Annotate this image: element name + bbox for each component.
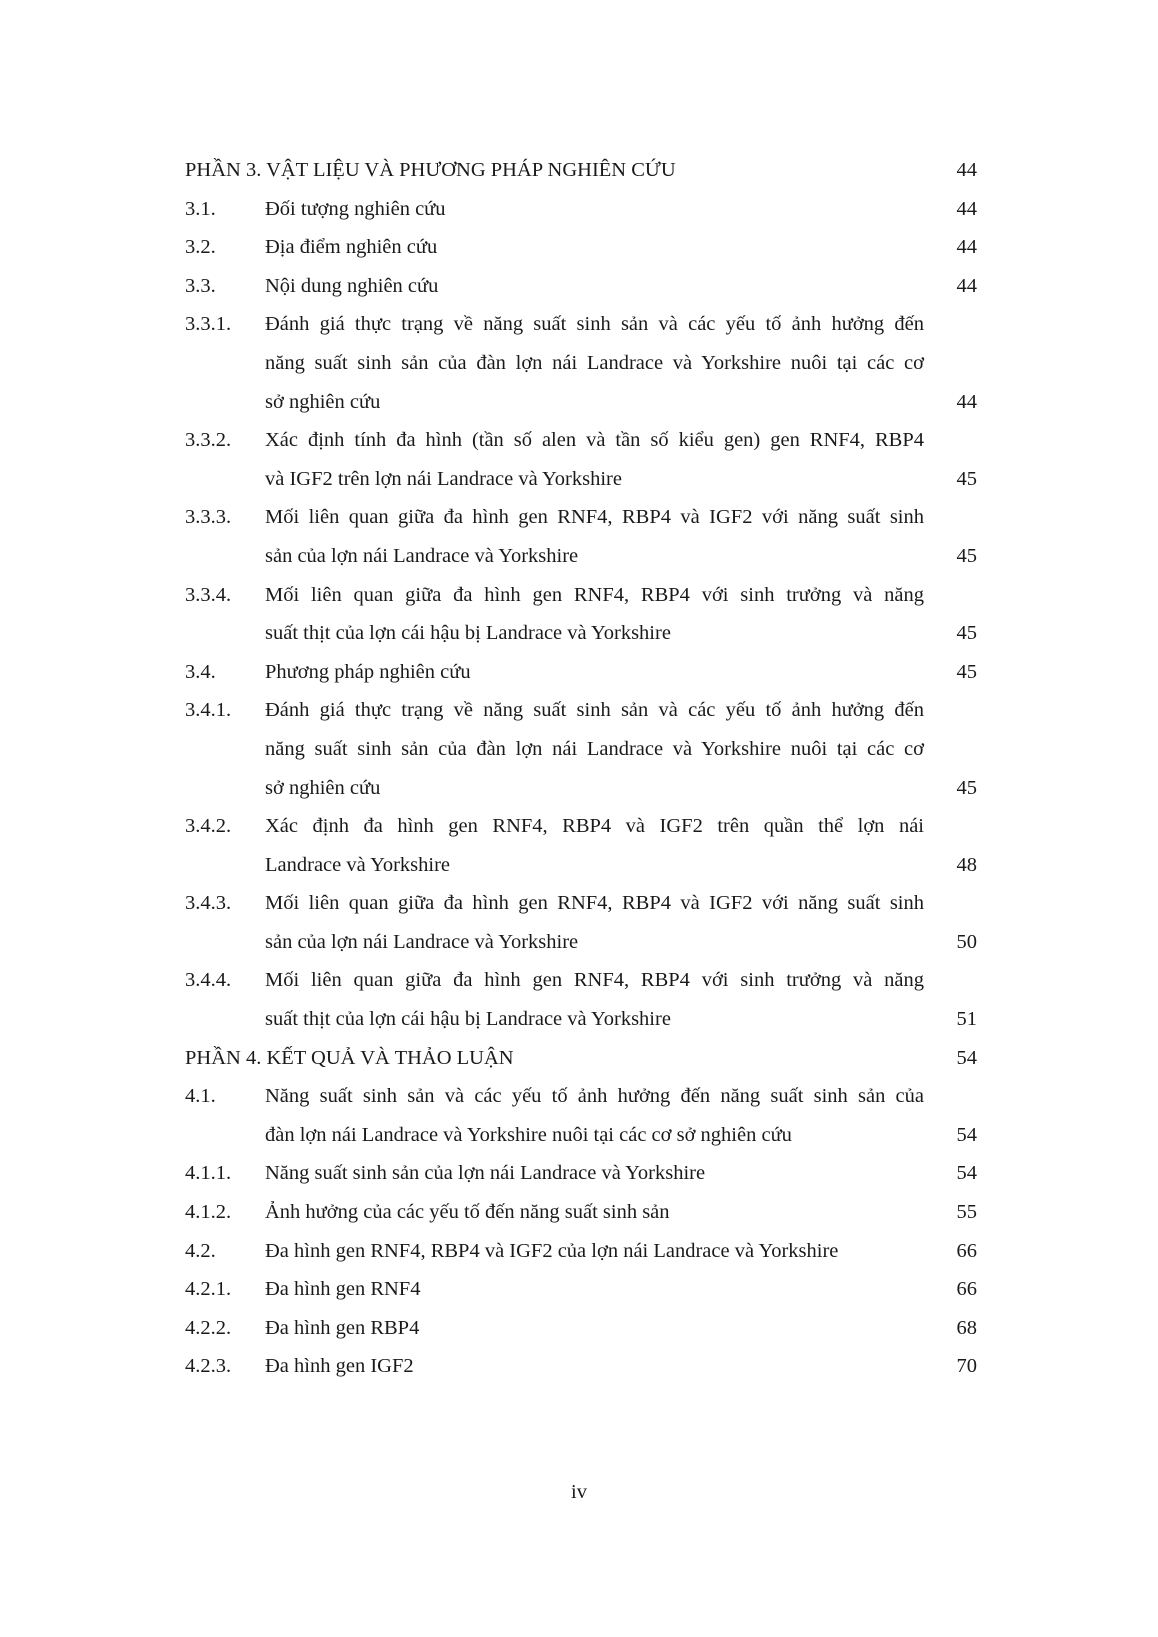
toc-entry-title-line: sở nghiên cứu <box>265 776 381 799</box>
toc-entry-number: 3.4. <box>185 660 216 683</box>
toc-entry-title-line: Đa hình gen RNF4, RBP4 và IGF2 của lợn nái Landrace và Yorkshire <box>265 1239 839 1262</box>
toc-entry-title-line: suất thịt của lợn cái hậu bị Landrace và Yorkshire <box>265 1008 671 1031</box>
toc-entry[interactable] <box>185 228 977 267</box>
toc-entry-number: 4.2.1. <box>185 1278 232 1301</box>
toc-entry-number: 3.4.3. <box>185 892 232 915</box>
toc-entry-title <box>265 190 924 229</box>
toc-entry-title <box>265 1193 924 1232</box>
toc-entry-title-line: đàn lợn nái Landrace và Yorkshire nuôi tại các cơ sở nghiên cứu <box>265 1123 792 1146</box>
toc-entry[interactable] <box>185 1309 977 1348</box>
toc-entry[interactable] <box>185 190 977 229</box>
toc-entry-title-line: Đa hình gen RBP4 <box>265 1316 420 1339</box>
toc-entry-page: 54 <box>956 1123 977 1146</box>
toc-entry-title <box>265 1347 924 1386</box>
toc-entry-number: 3.1. <box>185 197 216 220</box>
toc-entry-title <box>265 807 924 884</box>
toc-entry-title <box>185 151 924 190</box>
toc-entry-title-line: Ảnh hưởng của các yếu tố đến năng suất sinh sản <box>265 1201 670 1224</box>
toc-entry-page: 66 <box>956 1239 977 1262</box>
toc-entry-title-line: Đối tượng nghiên cứu <box>265 197 446 220</box>
toc-entry[interactable] <box>185 267 977 306</box>
toc-entry-title <box>265 653 924 692</box>
toc-entry-title <box>265 961 924 1038</box>
toc-entry-number: 4.1.1. <box>185 1162 232 1185</box>
toc-entry-page: 44 <box>956 390 977 413</box>
toc-entry-page: 45 <box>956 467 977 490</box>
table-of-contents <box>185 151 977 1386</box>
toc-entry-title <box>265 305 924 421</box>
toc-entry-page: 44 <box>956 159 977 181</box>
toc-entry-page: 68 <box>956 1316 977 1339</box>
toc-entry-page: 44 <box>956 197 977 220</box>
toc-entry-title-line: PHẦN 4. KẾT QUẢ VÀ THẢO LUẬN <box>185 1046 514 1069</box>
toc-entry-title-line: Đa hình gen RNF4 <box>265 1278 421 1301</box>
toc-entry-number: 4.2.3. <box>185 1355 232 1378</box>
toc-entry-title-line: năng suất sinh sản của đàn lợn nái Landrace và Yorkshire nuôi tại các cơ <box>265 351 924 374</box>
toc-entry-title-line: sản của lợn nái Landrace và Yorkshire <box>265 544 579 567</box>
toc-entry-title <box>265 421 924 498</box>
toc-entry-title-line: Xác định tính đa hình (tần số alen và tần số kiểu gen) gen RNF4, RBP4 <box>265 429 924 452</box>
toc-entry-page: 45 <box>956 776 977 799</box>
toc-entry-title <box>265 228 924 267</box>
toc-entry-title-line: và IGF2 trên lợn nái Landrace và Yorkshire <box>265 467 622 490</box>
toc-entry-title-line: Mối liên quan giữa đa hình gen RNF4, RBP4 với sinh trưởng và năng <box>265 583 924 606</box>
toc-entry-title-line: Phương pháp nghiên cứu <box>265 660 471 683</box>
toc-entry-page: 45 <box>956 544 977 567</box>
toc-entry-page: 45 <box>956 660 977 683</box>
toc-entry[interactable] <box>185 653 977 692</box>
toc-entry-title <box>265 1232 924 1271</box>
toc-entry-page: 45 <box>956 622 977 645</box>
toc-entry[interactable] <box>185 1232 977 1271</box>
toc-entry-title <box>265 1270 924 1309</box>
toc-entry-number: 3.3.2. <box>185 429 232 452</box>
toc-entry-title <box>265 884 924 961</box>
toc-entry-number: 3.2. <box>185 236 216 259</box>
toc-entry-title-line: sản của lợn nái Landrace và Yorkshire <box>265 930 579 953</box>
toc-entry[interactable] <box>185 305 977 421</box>
toc-entry-title <box>265 1309 924 1348</box>
toc-entry[interactable] <box>185 961 977 1038</box>
toc-entry-title-line: Đa hình gen IGF2 <box>265 1355 414 1378</box>
toc-entry-number: 3.4.4. <box>185 969 232 992</box>
toc-part-heading[interactable] <box>185 151 977 190</box>
toc-entry[interactable] <box>185 807 977 884</box>
toc-entry-page: 44 <box>956 274 977 297</box>
toc-entry-page: 48 <box>956 853 977 876</box>
toc-entry-number: 3.3.4. <box>185 583 232 606</box>
toc-entry-title <box>265 267 924 306</box>
toc-entry[interactable] <box>185 576 977 653</box>
toc-entry-title-line: Xác định đa hình gen RNF4, RBP4 và IGF2 trên quần thể lợn nái <box>265 815 924 838</box>
toc-entry-title <box>265 1077 924 1154</box>
toc-entry-title-line: Đánh giá thực trạng về năng suất sinh sản và các yếu tố ảnh hưởng đến <box>265 313 924 336</box>
toc-entry-title-line: PHẦN 3. VẬT LIỆU VÀ PHƯƠNG PHÁP NGHIÊN CỨU <box>185 159 676 181</box>
toc-entry-title-line: suất thịt của lợn cái hậu bị Landrace và Yorkshire <box>265 622 671 645</box>
toc-entry-number: 4.2. <box>185 1239 216 1262</box>
toc-entry-title <box>265 691 924 807</box>
toc-entry-title-line: Năng suất sinh sản của lợn nái Landrace và Yorkshire <box>265 1162 706 1185</box>
toc-entry-number: 3.3.1. <box>185 313 232 336</box>
toc-entry-number: 4.1.2. <box>185 1201 232 1224</box>
toc-entry-title-line: sở nghiên cứu <box>265 390 381 413</box>
toc-entry-title-line: Nội dung nghiên cứu <box>265 274 439 297</box>
toc-entry-page: 55 <box>956 1201 977 1224</box>
toc-entry-page: 66 <box>956 1278 977 1301</box>
toc-entry-title <box>265 576 924 653</box>
toc-entry-number: 3.4.2. <box>185 815 232 838</box>
toc-entry-number: 3.3.3. <box>185 506 232 529</box>
toc-entry-title-line: Mối liên quan giữa đa hình gen RNF4, RBP4 với sinh trưởng và năng <box>265 969 924 992</box>
toc-entry[interactable] <box>185 1270 977 1309</box>
toc-entry-number: 3.4.1. <box>185 699 232 722</box>
toc-entry[interactable] <box>185 498 977 575</box>
toc-entry[interactable] <box>185 1077 977 1154</box>
toc-entry[interactable] <box>185 1154 977 1193</box>
toc-entry-title-line: Mối liên quan giữa đa hình gen RNF4, RBP4 và IGF2 với năng suất sinh <box>265 506 924 529</box>
toc-entry-title-line: năng suất sinh sản của đàn lợn nái Landrace và Yorkshire nuôi tại các cơ <box>265 737 924 760</box>
toc-entry[interactable] <box>185 691 977 807</box>
toc-entry-title <box>265 498 924 575</box>
toc-entry[interactable] <box>185 884 977 961</box>
toc-entry-page: 54 <box>956 1162 977 1185</box>
toc-entry-page: 50 <box>956 930 977 953</box>
page-number: iv <box>571 1481 587 1503</box>
toc-entry[interactable] <box>185 1347 977 1386</box>
toc-entry-number: 4.1. <box>185 1085 216 1108</box>
toc-entry[interactable] <box>185 421 977 498</box>
toc-entry-title-line: Mối liên quan giữa đa hình gen RNF4, RBP4 và IGF2 với năng suất sinh <box>265 892 924 915</box>
toc-entry-title-line: Landrace và Yorkshire <box>265 853 451 876</box>
toc-entry-page: 54 <box>956 1046 977 1069</box>
toc-entry-number: 3.3. <box>185 274 216 297</box>
toc-entry-number: 4.2.2. <box>185 1316 232 1339</box>
toc-entry-title <box>185 1039 924 1078</box>
toc-entry-page: 44 <box>956 236 977 259</box>
toc-entry-page: 51 <box>956 1008 977 1031</box>
toc-entry-page: 70 <box>956 1355 977 1378</box>
toc-entry-title <box>265 1154 924 1193</box>
toc-part-heading[interactable] <box>185 1039 977 1078</box>
toc-entry-title-line: Địa điểm nghiên cứu <box>265 236 438 259</box>
toc-entry[interactable] <box>185 1193 977 1232</box>
toc-entry-title-line: Đánh giá thực trạng về năng suất sinh sản và các yếu tố ảnh hưởng đến <box>265 699 924 722</box>
toc-entry-title-line: Năng suất sinh sản và các yếu tố ảnh hưởng đến năng suất sinh sản của <box>265 1085 924 1108</box>
